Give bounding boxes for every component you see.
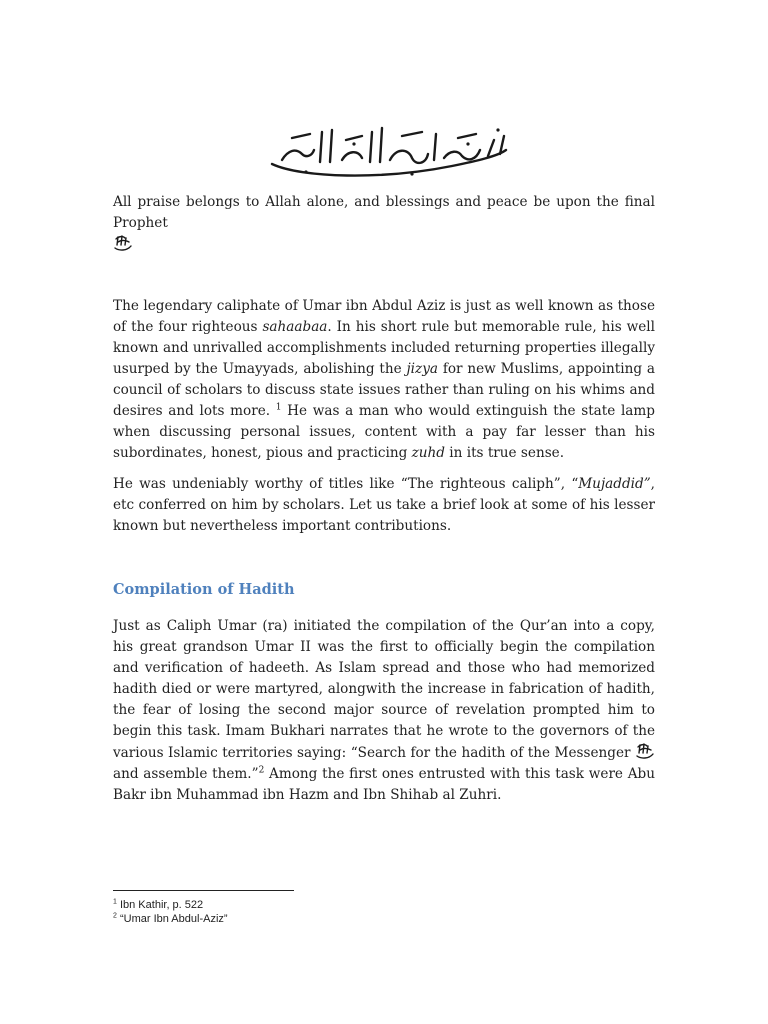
intro-text-3: for new Muslims, appointing a council of scholars to discuss state issues rather than ruling on his whims and desires and lots more. [113, 361, 655, 419]
intro-text-2: . In his short rule but memorable rule, his well known and unrivalled accomplishments included returning properties illegally usurped by the Umayyads, abolishing the [113, 319, 655, 377]
footnote-2-number: 2 [113, 912, 117, 920]
section-heading: Compilation of Hadith [113, 581, 295, 598]
sallallahu-alayhi-wasallam-icon [635, 742, 655, 760]
titles-text-1: He was undeniably worthy of titles like “The righteous caliph”, “ [113, 476, 579, 492]
hadith-paragraph [113, 616, 655, 806]
footnote-ref-1[interactable]: 1 [275, 402, 282, 413]
praise-text: All praise belongs to Allah alone, and blessings and peace be upon the final Prophet [113, 194, 655, 231]
intro-text-5: in its true sense. [444, 445, 565, 461]
footnote-2 [113, 912, 653, 926]
footnote-1-text: Ibn Kathir, p. 522 [116, 899, 204, 911]
hadith-text-3: Among the first ones entrusted with this task were Abu Bakr ibn Muhammad ibn Hazm and Ibn Shihab al Zuhri. [113, 766, 655, 803]
footnote-divider [113, 890, 294, 891]
titles-paragraph [113, 474, 655, 537]
sallallahu-alayhi-wasallam-icon [113, 234, 133, 252]
footnote-2-text: “Umar Ibn Abdul-Aziz” [116, 913, 228, 925]
intro-text-1: The legendary caliphate of Umar ibn Abdul Aziz is just as well known as those of the four righteous [113, 298, 655, 335]
hadith-text-2: and assemble them.” [113, 766, 259, 782]
praise-paragraph [113, 192, 655, 256]
hadith-text-1: Just as Caliph Umar (ra) initiated the compilation of the Qur’an into a copy, his great grandson Umar II was the first to officially begin the compilation and verification of hadeeth. As Islam spread and those who had memorized hadith died or were martyred, alongwith the increase in fabrication of hadith, the fear of losing the second major source of revelation prompted him to begin this task. Imam Bukhari narrates that he wrote to the governors of the various Islamic territories saying: “Search for the hadith of the Messenger [113, 618, 655, 761]
footnote-1 [113, 898, 653, 912]
titles-term-mujaddid: Mujaddid” [578, 476, 651, 492]
basmala-text: بسم الله الرحمن الرحيم [381, 160, 393, 161]
basmala-calligraphy-icon [262, 120, 512, 182]
footnote-1-number: 1 [113, 898, 117, 906]
intro-paragraph [113, 296, 655, 464]
footnotes [113, 890, 653, 926]
footnote-ref-2[interactable]: 2 [258, 765, 265, 776]
intro-text-4: He was a man who would extinguish the state lamp when discussing personal issues, content with a pay far lesser than his subordinates, honest, pious and practicing [113, 403, 655, 461]
intro-term-zuhd: zuhd [411, 445, 445, 461]
document-body [113, 192, 655, 806]
intro-term-sahaabaa: sahaabaa [262, 319, 328, 335]
intro-term-jizya: jizya [406, 361, 438, 377]
titles-text-2: , etc conferred on him by scholars. Let us take a brief look at some of his lesser known but nevertheless important contributions. [113, 476, 655, 534]
